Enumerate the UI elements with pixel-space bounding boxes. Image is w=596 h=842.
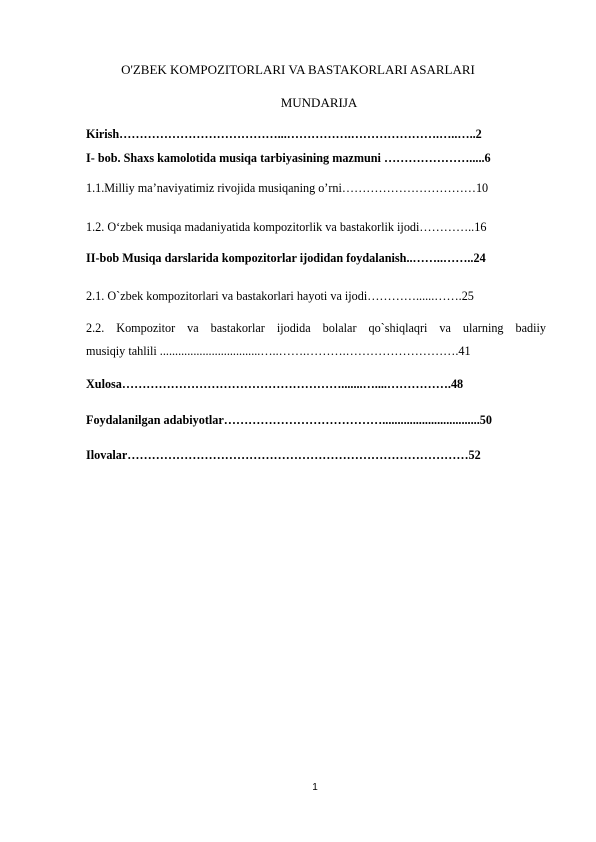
toc-entry-chapter-2: II-bob Musiqa darslarida kompozitorlar ijodidan foydalanish..……..……..24 [86, 251, 486, 265]
toc-entry-section-2-2-line2: musiqiy tahlili .................................…..…….……….……………………….41 [86, 344, 471, 358]
toc-entry-chapter-1: I- bob. Shaxs kamolotida musiqa tarbiyasining mazmuni ………………….....6 [86, 151, 491, 165]
toc-entry-xulosa: Xulosa……………………………………………….......…....…………….48 [86, 377, 464, 391]
toc-entry-kirish: Kirish…………………………………...…………….………………….…..…..2 [86, 127, 482, 141]
toc-entry-section-1-1: 1.1.Milliy ma’naviyatimiz rivojida musiqaning o’rni……………………………10 [86, 181, 489, 195]
toc-entry-ilovalar: Ilovalar…………………………………………………………………………52 [86, 448, 481, 462]
toc-entry-section-2-2-line1: 2.2. Kompozitor va bastakorlar ijodida bolalar qo`shiqlaqri va ularning badiiy [86, 321, 546, 335]
toc-entry-section-2-1: 2.1. O`zbek kompozitorlari va bastakorlari hayoti va ijodi…………......…….25 [86, 289, 474, 303]
toc-heading: MUNDARIJA [280, 95, 358, 110]
toc-entry-section-1-2: 1.2. O‘zbek musiqa madaniyatida kompozitorlik va bastakorlik ijodi…………..16 [86, 220, 487, 234]
page-number: 1 [312, 782, 318, 793]
document-title: O'ZBEK KOMPOZITORLARI VA BASTAKORLARI ASARLARI [121, 62, 475, 77]
toc-entry-adabiyotlar: Foydalanilgan adabiyotlar…………………………………................................50 [86, 413, 492, 427]
